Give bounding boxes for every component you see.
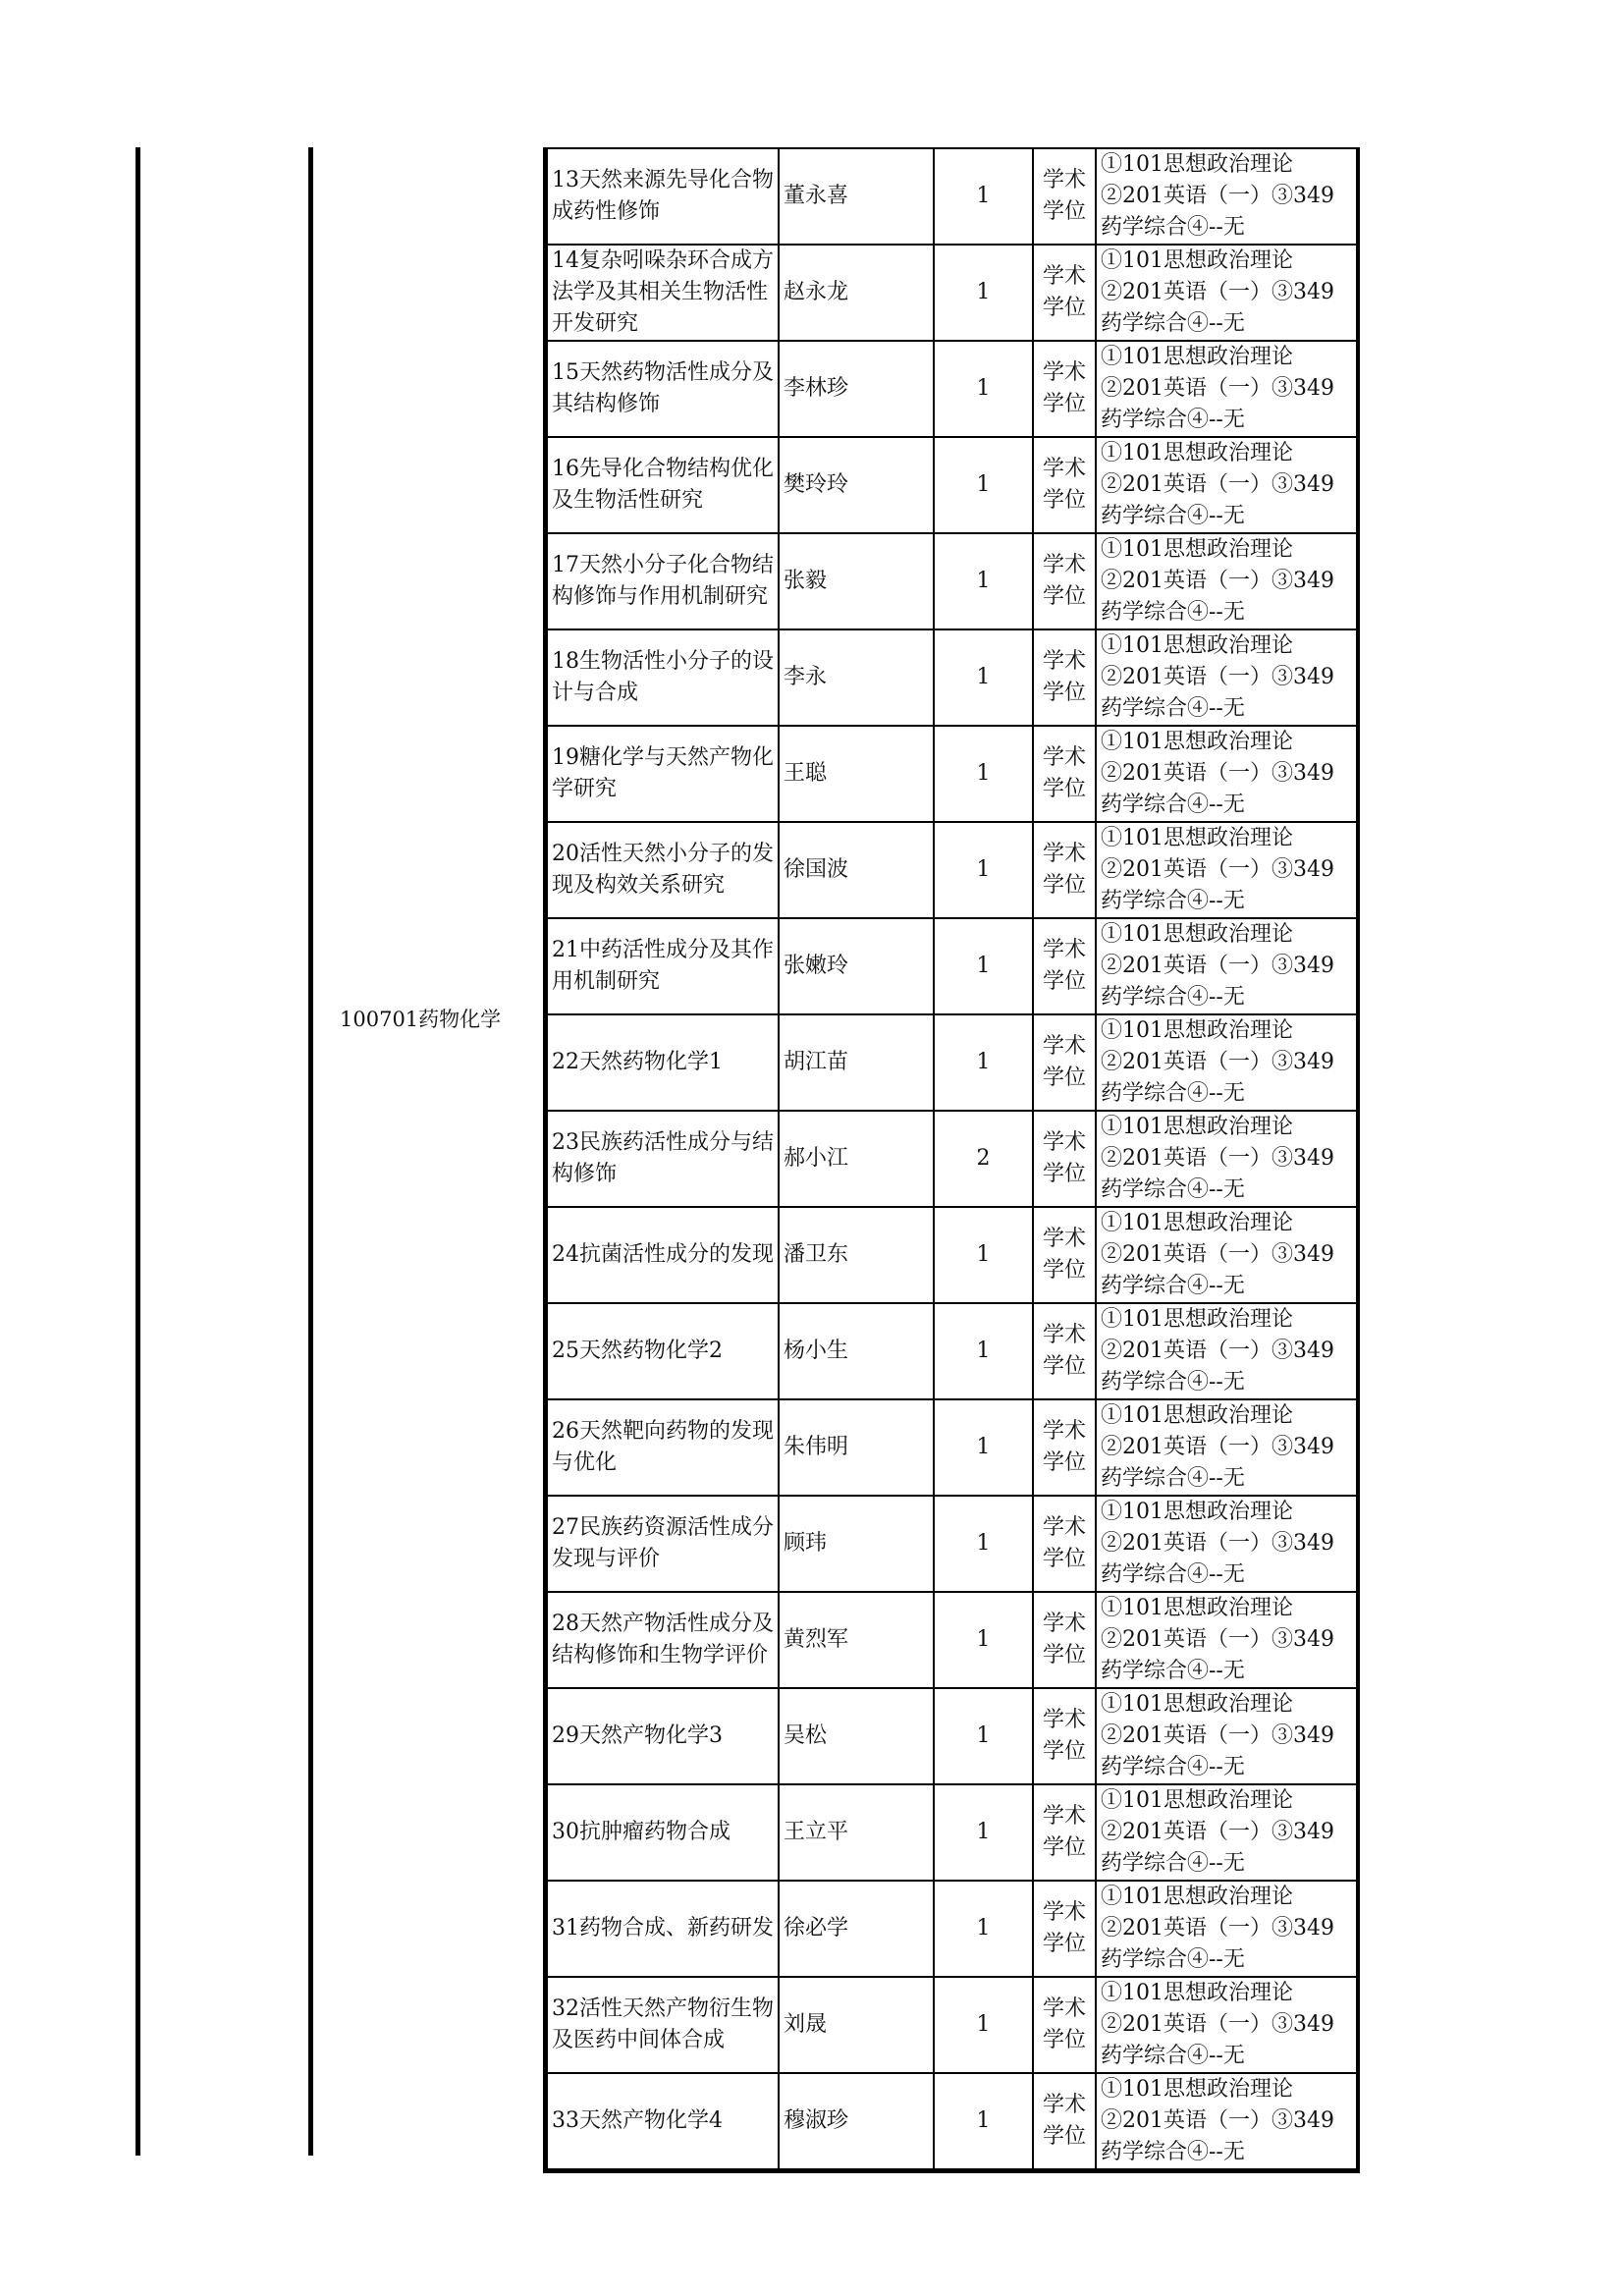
- table-row: [546, 822, 1359, 918]
- table-row: [546, 1977, 1359, 2073]
- table-row: [546, 629, 1359, 726]
- degree-type: 学术学位: [1033, 1014, 1096, 1111]
- tutor-name: 张毅: [779, 533, 934, 629]
- research-direction: 19糖化学与天然产物化学研究: [546, 726, 780, 822]
- exam-subjects: ①101思想政治理论②201英语（一）③349药学综合④--无: [1096, 1881, 1358, 1977]
- exam-subjects: ①101思想政治理论②201英语（一）③349药学综合④--无: [1096, 822, 1358, 918]
- research-direction: 20活性天然小分子的发现及构效关系研究: [546, 822, 780, 918]
- exam-subjects: ①101思想政治理论②201英语（一）③349药学综合④--无: [1096, 1496, 1358, 1592]
- degree-type: 学术学位: [1033, 148, 1096, 245]
- tutor-name: 郝小江: [779, 1111, 934, 1207]
- degree-type: 学术学位: [1033, 1592, 1096, 1688]
- column-divider-line: [308, 147, 313, 2156]
- degree-type: 学术学位: [1033, 629, 1096, 726]
- tutor-name: 张嫩玲: [779, 918, 934, 1014]
- exam-subjects: ①101思想政治理论②201英语（一）③349药学综合④--无: [1096, 629, 1358, 726]
- research-direction: 18生物活性小分子的设计与合成: [546, 629, 780, 726]
- degree-type: 学术学位: [1033, 726, 1096, 822]
- degree-type: 学术学位: [1033, 1111, 1096, 1207]
- exam-subjects: ①101思想政治理论②201英语（一）③349药学综合④--无: [1096, 1399, 1358, 1496]
- exam-subjects: ①101思想政治理论②201英语（一）③349药学综合④--无: [1096, 1207, 1358, 1303]
- tutor-name: 徐国波: [779, 822, 934, 918]
- quota-count: 1: [934, 1688, 1033, 1784]
- exam-subjects: ①101思想政治理论②201英语（一）③349药学综合④--无: [1096, 2073, 1358, 2171]
- table-row: [546, 1688, 1359, 1784]
- research-direction: 32活性天然产物衍生物及医药中间体合成: [546, 1977, 780, 2073]
- exam-subjects: ①101思想政治理论②201英语（一）③349药学综合④--无: [1096, 726, 1358, 822]
- exam-subjects: ①101思想政治理论②201英语（一）③349药学综合④--无: [1096, 1688, 1358, 1784]
- exam-subjects: ①101思想政治理论②201英语（一）③349药学综合④--无: [1096, 1592, 1358, 1688]
- quota-count: 1: [934, 726, 1033, 822]
- exam-subjects: ①101思想政治理论②201英语（一）③349药学综合④--无: [1096, 341, 1358, 437]
- degree-type: 学术学位: [1033, 1303, 1096, 1399]
- table-row: [546, 437, 1359, 533]
- degree-type: 学术学位: [1033, 1784, 1096, 1881]
- research-direction: 14复杂吲哚杂环合成方法学及其相关生物活性开发研究: [546, 245, 780, 341]
- quota-count: 1: [934, 1881, 1033, 1977]
- tutor-name: 王聪: [779, 726, 934, 822]
- quota-count: 1: [934, 437, 1033, 533]
- table-row: [546, 245, 1359, 341]
- tutor-name: 顾玮: [779, 1496, 934, 1592]
- quota-count: 1: [934, 1303, 1033, 1399]
- research-direction: 31药物合成、新药研发: [546, 1881, 780, 1977]
- research-direction: 29天然产物化学3: [546, 1688, 780, 1784]
- exam-subjects: ①101思想政治理论②201英语（一）③349药学综合④--无: [1096, 533, 1358, 629]
- degree-type: 学术学位: [1033, 437, 1096, 533]
- exam-subjects: ①101思想政治理论②201英语（一）③349药学综合④--无: [1096, 918, 1358, 1014]
- tutor-name: 樊玲玲: [779, 437, 934, 533]
- exam-subjects: ①101思想政治理论②201英语（一）③349药学综合④--无: [1096, 245, 1358, 341]
- tutor-name: 王立平: [779, 1784, 934, 1881]
- table-row: [546, 1592, 1359, 1688]
- left-border-line: [135, 147, 140, 2156]
- research-direction: 17天然小分子化合物结构修饰与作用机制研究: [546, 533, 780, 629]
- tutor-name: 穆淑珍: [779, 2073, 934, 2171]
- exam-subjects: ①101思想政治理论②201英语（一）③349药学综合④--无: [1096, 1303, 1358, 1399]
- table-row: [546, 726, 1359, 822]
- degree-type: 学术学位: [1033, 1881, 1096, 1977]
- research-direction: 22天然药物化学1: [546, 1014, 780, 1111]
- table-row: [546, 533, 1359, 629]
- degree-type: 学术学位: [1033, 1688, 1096, 1784]
- tutor-name: 徐必学: [779, 1881, 934, 1977]
- degree-type: 学术学位: [1033, 341, 1096, 437]
- research-direction: 24抗菌活性成分的发现: [546, 1207, 780, 1303]
- exam-subjects: ①101思想政治理论②201英语（一）③349药学综合④--无: [1096, 1014, 1358, 1111]
- quota-count: 1: [934, 918, 1033, 1014]
- quota-count: 1: [934, 629, 1033, 726]
- degree-type: 学术学位: [1033, 2073, 1096, 2171]
- major-name: 100701药物化学: [340, 1008, 502, 1031]
- research-direction: 27民族药资源活性成分发现与评价: [546, 1496, 780, 1592]
- table-row: [546, 918, 1359, 1014]
- quota-count: 1: [934, 1496, 1033, 1592]
- research-direction: 33天然产物化学4: [546, 2073, 780, 2171]
- quota-count: 1: [934, 1207, 1033, 1303]
- tutor-name: 潘卫东: [779, 1207, 934, 1303]
- research-direction: 13天然来源先导化合物成药性修饰: [546, 148, 780, 245]
- degree-type: 学术学位: [1033, 918, 1096, 1014]
- tutor-name: 刘晟: [779, 1977, 934, 2073]
- quota-count: 1: [934, 822, 1033, 918]
- research-direction: 21中药活性成分及其作用机制研究: [546, 918, 780, 1014]
- tutor-name: 李林珍: [779, 341, 934, 437]
- table-row: [546, 1496, 1359, 1592]
- research-direction: 25天然药物化学2: [546, 1303, 780, 1399]
- quota-count: 1: [934, 341, 1033, 437]
- quota-count: 1: [934, 2073, 1033, 2171]
- research-direction: 23民族药活性成分与结构修饰: [546, 1111, 780, 1207]
- research-direction: 16先导化合物结构优化及生物活性研究: [546, 437, 780, 533]
- degree-type: 学术学位: [1033, 245, 1096, 341]
- table-row: [546, 1111, 1359, 1207]
- tutor-name: 李永: [779, 629, 934, 726]
- exam-subjects: ①101思想政治理论②201英语（一）③349药学综合④--无: [1096, 437, 1358, 533]
- exam-subjects: ①101思想政治理论②201英语（一）③349药学综合④--无: [1096, 1977, 1358, 2073]
- table-row: [546, 1784, 1359, 1881]
- tutor-name: 朱伟明: [779, 1399, 934, 1496]
- table-row: [546, 1014, 1359, 1111]
- degree-type: 学术学位: [1033, 533, 1096, 629]
- table-row: [546, 1303, 1359, 1399]
- quota-count: 1: [934, 1014, 1033, 1111]
- quota-count: 1: [934, 1592, 1033, 1688]
- tutor-name: 黄烈军: [779, 1592, 934, 1688]
- quota-count: 1: [934, 245, 1033, 341]
- table-row: [546, 1399, 1359, 1496]
- quota-count: 1: [934, 533, 1033, 629]
- exam-subjects: ①101思想政治理论②201英语（一）③349药学综合④--无: [1096, 1111, 1358, 1207]
- table-row: [546, 1881, 1359, 1977]
- table-row: [546, 341, 1359, 437]
- degree-type: 学术学位: [1033, 1207, 1096, 1303]
- tutor-name: 胡江苗: [779, 1014, 934, 1111]
- tutor-name: 杨小生: [779, 1303, 934, 1399]
- table-row: [546, 2073, 1359, 2171]
- tutor-name: 董永喜: [779, 148, 934, 245]
- quota-count: 1: [934, 1977, 1033, 2073]
- tutor-name: 赵永龙: [779, 245, 934, 341]
- program-table: [543, 147, 1360, 2173]
- quota-count: 2: [934, 1111, 1033, 1207]
- research-direction: 28天然产物活性成分及结构修饰和生物学评价: [546, 1592, 780, 1688]
- quota-count: 1: [934, 148, 1033, 245]
- tutor-name: 吴松: [779, 1688, 934, 1784]
- quota-count: 1: [934, 1399, 1033, 1496]
- table-row: [546, 1207, 1359, 1303]
- degree-type: 学术学位: [1033, 822, 1096, 918]
- table-row: [546, 148, 1359, 245]
- exam-subjects: ①101思想政治理论②201英语（一）③349药学综合④--无: [1096, 148, 1358, 245]
- quota-count: 1: [934, 1784, 1033, 1881]
- exam-subjects: ①101思想政治理论②201英语（一）③349药学综合④--无: [1096, 1784, 1358, 1881]
- research-direction: 26天然靶向药物的发现与优化: [546, 1399, 780, 1496]
- degree-type: 学术学位: [1033, 1399, 1096, 1496]
- degree-type: 学术学位: [1033, 1496, 1096, 1592]
- research-direction: 30抗肿瘤药物合成: [546, 1784, 780, 1881]
- degree-type: 学术学位: [1033, 1977, 1096, 2073]
- research-direction: 15天然药物活性成分及其结构修饰: [546, 341, 780, 437]
